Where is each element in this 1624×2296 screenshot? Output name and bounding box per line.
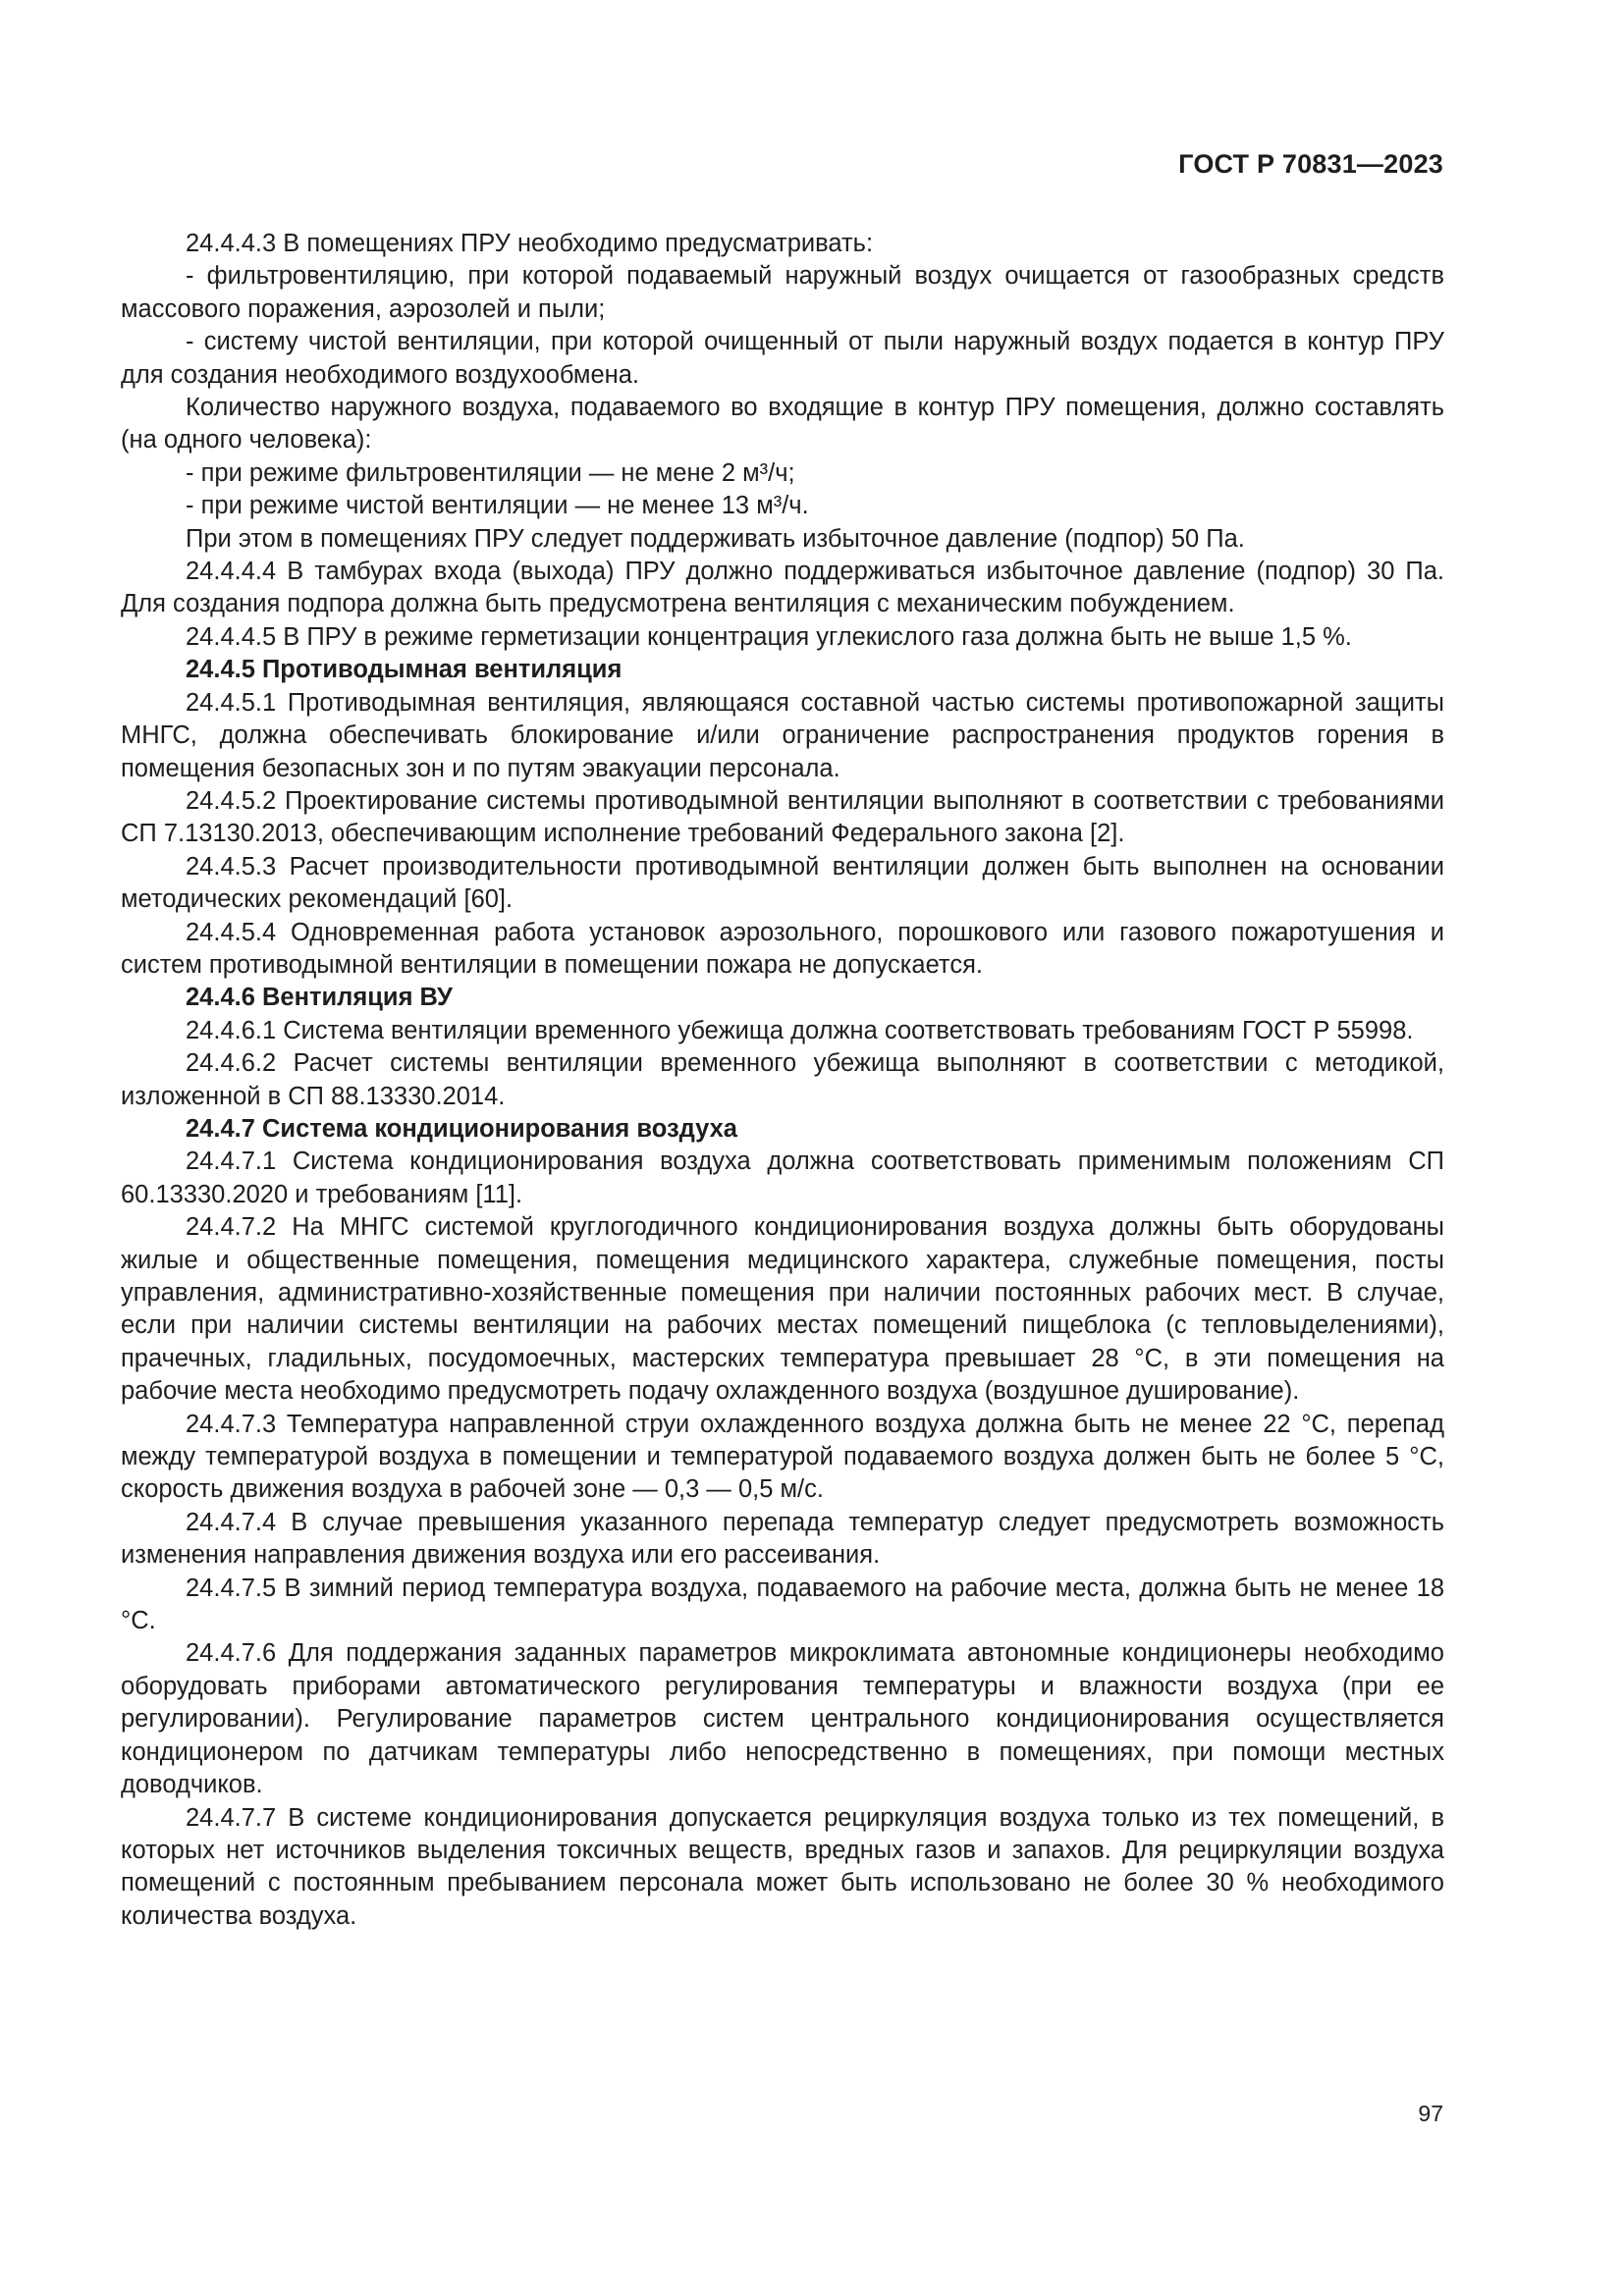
paragraph-24-4-6-2: 24.4.6.2 Расчет системы вентиляции временного убежища выполняют в соответствии с методикой, изложенной в СП 88.13330.2014. <box>121 1049 1444 1110</box>
paragraph-24-4-5-1: 24.4.5.1 Противодымная вентиляция, являющаяся составной частью системы противопожарной защиты МНГС, должна обеспечивать блокирование и/или ограничение распространения продуктов горения в помещения безопасных зон и по путям эвакуации персонала. <box>121 688 1444 782</box>
document-code: ГОСТ Р 70831—2023 <box>1178 149 1443 179</box>
list-item-clean-ventilation: - систему чистой вентиляции, при которой очищенный от пыли наружный воздух подается в контур ПРУ для создания необходимого воздухообмена. <box>121 328 1444 389</box>
list-item-filtroventilation: - фильтровентиляцию, при которой подаваемый наружный воздух очищается от газообразных средств массового поражения, аэрозолей и пыли; <box>121 262 1444 323</box>
paragraph-24-4-5-4: 24.4.5.4 Одновременная работа установок аэрозольного, порошкового или газового пожаротушения и систем противодымной вентиляции в помещении пожара не допускается. <box>121 918 1444 979</box>
section-heading-24-4-7: 24.4.7 Система кондиционирования воздуха <box>186 1114 737 1143</box>
paragraph-24-4-4-5: 24.4.4.5 В ПРУ в режиме герметизации концентрация углекислого газа должна быть не выше 1,5 %. <box>186 622 1352 651</box>
paragraph-24-4-7-1: 24.4.7.1 Система кондиционирования воздуха должна соответствовать применимым положениям СП 60.13330.2020 и требованиям [11]. <box>121 1148 1444 1208</box>
section-heading-24-4-5: 24.4.5 Противодымная вентиляция <box>186 656 623 684</box>
paragraph-24-4-7-6: 24.4.7.6 Для поддержания заданных параметров микроклимата автономные кондиционеры необходимо оборудовать приборами автоматического регулирования температуры и влажности воздуха (при ее регулировании). Регулирование параметров систем центрального кондиционирования осуществляется кондиционером по датчикам температуры либо непосредственно в помещениях, при помощи местных доводчиков. <box>121 1639 1444 1799</box>
paragraph-24-4-6-1: 24.4.6.1 Система вентиляции временного убежища должна соответствовать требованиям ГОСТ Р 55998. <box>186 1016 1414 1044</box>
paragraph-air-amount: Количество наружного воздуха, подаваемого во входящие в контур ПРУ помещения, должно составлять (на одного человека): <box>121 394 1444 454</box>
paragraph-24-4-5-2: 24.4.5.2 Проектирование системы противодымной вентиляции выполняют в соответствии с требованиями СП 7.13130.2013, обеспечивающим исполнение требований Федерального закона [2]. <box>121 786 1444 848</box>
paragraph-24-4-7-7: 24.4.7.7 В системе кондиционирования допускается рециркуляция воздуха только из тех помещений, в которых нет источников выделения токсичных веществ, вредных газов и запахов. Для рециркуляции воздуха помещений с постоянным пребыванием персонала может быть использовано не более 30 % необходимого количества воздуха. <box>121 1803 1444 1930</box>
paragraph-24-4-4-4: 24.4.4.4 В тамбурах входа (выхода) ПРУ должно поддерживаться избыточное давление (подпор) 30 Па. Для создания подпора должна быть предусмотрена вентиляция с механическим побуждением. <box>121 558 1444 618</box>
list-item-mode-filtro: - при режиме фильтровентиляции — не мене 2 м³/ч; <box>186 458 795 487</box>
paragraph-pressure-50: При этом в помещениях ПРУ следует поддерживать избыточное давление (подпор) 50 Па. <box>186 524 1245 553</box>
paragraph-24-4-5-3: 24.4.5.3 Расчет производительности противодымной вентиляции должен быть выполнен на основании методических рекомендаций [60]. <box>121 852 1444 914</box>
section-heading-24-4-6: 24.4.6 Вентиляция ВУ <box>186 984 453 1012</box>
list-item-mode-clean: - при режиме чистой вентиляции — не менее 13 м³/ч. <box>186 492 809 520</box>
page-number: 97 <box>1418 2101 1443 2126</box>
paragraph-24-4-4-3: 24.4.4.3 В помещениях ПРУ необходимо предусматривать: <box>186 230 874 257</box>
paragraph-24-4-7-4: 24.4.7.4 В случае превышения указанного перепада температур следует предусмотреть возможность изменения направления движения воздуха или его рассеивания. <box>121 1508 1444 1570</box>
paragraph-24-4-7-2: 24.4.7.2 На МНГС системой круглогодичного кондиционирования воздуха должны быть оборудованы жилые и общественные помещения, помещения медицинского характера, служебные помещения, посты управления, административно-хозяйственные помещения при наличии постоянных рабочих мест. В случае, если при наличии системы вентиляции на рабочих местах помещений пищеблока (с тепловыделениями), прачечных, гладильных, посудомоечных, мастерских температура превышает 28 °С, в эти помещения на рабочие места необходимо предусмотреть подачу охлажденного воздуха (воздушное душирование). <box>121 1213 1444 1406</box>
paragraph-24-4-7-3: 24.4.7.3 Температура направленной струи охлажденного воздуха должна быть не менее 22 °С, перепад между температурой воздуха в помещении и температурой подаваемого воздуха должен быть не более 5 °С, скорость движения воздуха в рабочей зоне — 0,3 — 0,5 м/с. <box>121 1410 1444 1504</box>
paragraph-24-4-7-5: 24.4.7.5 В зимний период температура воздуха, подаваемого на рабочие места, должна быть не менее 18 °С. <box>121 1574 1444 1635</box>
document-body <box>121 228 1444 1933</box>
